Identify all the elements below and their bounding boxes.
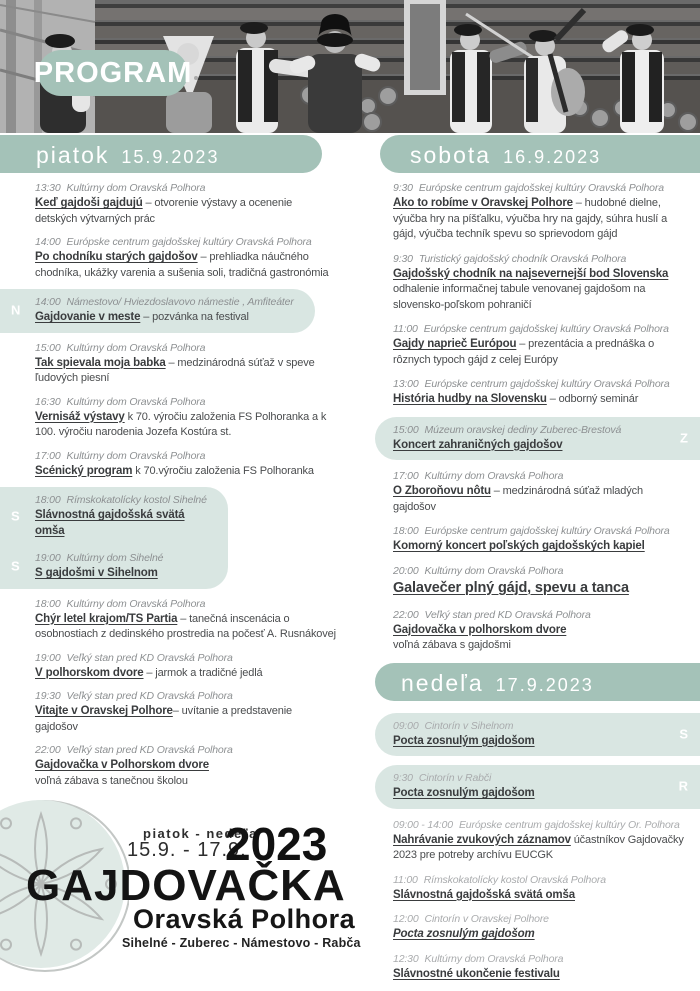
event-meta bbox=[35, 449, 336, 464]
day-header-nedela bbox=[375, 663, 700, 701]
event-title: V polhorskom dvore bbox=[35, 666, 144, 679]
event-meta bbox=[393, 423, 672, 438]
event-title: Scénický program bbox=[35, 464, 133, 477]
event-venue: Rímskokatolícky kostol Sihelné bbox=[66, 494, 207, 506]
event-body bbox=[393, 267, 688, 283]
event-venue: Kultúrny dom Oravská Polhora bbox=[424, 952, 564, 965]
event-desc: – uvítanie a predstavenie gajdošov bbox=[35, 705, 292, 733]
event-title: O Zboroňovu nôtu bbox=[393, 485, 491, 497]
event bbox=[35, 449, 336, 480]
event-body bbox=[393, 833, 688, 864]
festival-towns: Sihelné - Zuberec - Námestovo - Rabča bbox=[122, 936, 361, 950]
event-time: 18:00 bbox=[393, 525, 419, 537]
event-meta bbox=[35, 651, 336, 666]
event-body bbox=[35, 356, 336, 387]
event-time: 20:00 bbox=[393, 564, 419, 577]
sobota-event-list bbox=[393, 181, 688, 654]
day-date: 15.9.2023 bbox=[121, 147, 220, 167]
program-badge-label: PROGRAM bbox=[33, 56, 193, 89]
event-desc: – prezentácia a prednáška o rôznych typoch gájd z celej Európy bbox=[393, 338, 655, 366]
event-body bbox=[35, 758, 336, 774]
event-title: Pocta zosnulým gajdošom bbox=[393, 787, 535, 799]
event-meta bbox=[35, 743, 336, 758]
event-desc: – odborný seminár bbox=[546, 393, 639, 405]
event-time: 16:30 bbox=[35, 395, 61, 408]
event-body bbox=[35, 508, 216, 539]
event-meta bbox=[393, 952, 688, 967]
footer-year: 2023 bbox=[225, 818, 328, 870]
event-title: Gajdošský chodník na najsevernejší bod Slovenska bbox=[393, 267, 669, 280]
event-meta bbox=[35, 235, 336, 250]
event-time: 11:00 bbox=[393, 873, 418, 886]
event-desc: – medzinárodná súťaž mladých gajdošov bbox=[393, 485, 643, 513]
event bbox=[35, 689, 336, 735]
event bbox=[35, 341, 336, 387]
footer-range-label: piatok - nedeľa bbox=[143, 826, 258, 841]
event-meta bbox=[35, 493, 216, 508]
event-venue: Európske centrum gajdošskej kultúry Oravská Polhora bbox=[423, 323, 669, 335]
event-venue: Veľký stan pred KD Oravská Polhora bbox=[66, 744, 233, 756]
event-desc: – tanečná inscenácia o osobnostiach z dedinského prostredia na počesť A. Rusnákovej bbox=[35, 612, 336, 640]
event-meta bbox=[35, 597, 336, 612]
event-meta bbox=[393, 873, 688, 888]
event-time: 09:00 - 14:00 bbox=[393, 818, 453, 831]
event-meta bbox=[393, 608, 688, 623]
festival-location: Oravská Polhora bbox=[133, 904, 356, 934]
event-time: 22:00 bbox=[393, 608, 419, 621]
event bbox=[393, 719, 688, 750]
event-body bbox=[35, 566, 216, 582]
event-meta bbox=[393, 719, 672, 734]
event-meta bbox=[393, 252, 688, 267]
event bbox=[393, 873, 688, 904]
event-title: Gajdovačka v Polhorskom dvore bbox=[35, 759, 209, 771]
event-venue: Múzeum oravskej dediny Zuberec-Brestová bbox=[424, 423, 622, 436]
event-meta bbox=[393, 469, 688, 484]
event-title: Slávnostná gajdošská svätá omša bbox=[393, 888, 575, 901]
event-body bbox=[393, 734, 672, 750]
piatok-event-list bbox=[11, 181, 336, 789]
event-title: Komorný koncert poľských gajdošských kapiel bbox=[393, 540, 645, 552]
event-body bbox=[35, 250, 336, 281]
event-venue: Veľký stan pred KD Oravská Polhora bbox=[66, 690, 233, 702]
event-meta bbox=[393, 912, 688, 927]
event-venue: Kultúrny dom Oravská Polhora bbox=[424, 564, 564, 577]
event-title: Keď gajdoši gajdujú bbox=[35, 197, 143, 209]
event-desc: – medzinárodná súťaž v speve ľudových piesní bbox=[35, 356, 315, 384]
highlight-band bbox=[0, 289, 315, 333]
event-venue: Kultúrny dom Oravská Polhora bbox=[424, 470, 564, 482]
event-time: 09:00 bbox=[393, 719, 419, 732]
town-marker: R bbox=[678, 778, 688, 794]
event-venue: Kultúrny dom Sihelné bbox=[66, 552, 164, 564]
event-venue: Európske centrum gajdošskej kultúry Or. Polhora bbox=[458, 818, 680, 831]
event-title: Galavečer plný gájd, spevu a tanca bbox=[393, 579, 629, 596]
event-venue: Veľký stan pred KD Oravská Polhora bbox=[424, 608, 591, 621]
event-time: 9:30 bbox=[393, 182, 413, 194]
event-title: Chýr letel krajom/TS Partia bbox=[35, 612, 178, 625]
town-marker: Z bbox=[680, 430, 688, 445]
event-time: 19:00 bbox=[35, 552, 61, 564]
event-time: 18:00 bbox=[35, 597, 61, 610]
event-venue: Európske centrum gajdošskej kultúry Oravská Polhora bbox=[418, 182, 664, 194]
festival-title: GAJDOVAČKA bbox=[26, 861, 346, 910]
event-title: Koncert zahraničných gajdošov bbox=[393, 438, 563, 451]
event-body bbox=[35, 704, 336, 735]
event-desc: – otvorenie výstavy a ocenenie detských výtvarných prác bbox=[35, 197, 293, 225]
event-venue: Kultúrny dom Oravská Polhora bbox=[66, 182, 206, 194]
event bbox=[393, 252, 688, 314]
event bbox=[11, 493, 216, 539]
event-meta bbox=[393, 564, 688, 579]
town-marker: S bbox=[11, 508, 20, 524]
footer-range-dates: 15.9. - 17.9. bbox=[127, 839, 247, 861]
event-venue: Kultúrny dom Oravská Polhora bbox=[66, 341, 206, 354]
column-piatok bbox=[0, 181, 350, 797]
event-meta bbox=[393, 771, 672, 786]
event-time: 14:00 bbox=[35, 236, 61, 248]
event-body bbox=[35, 410, 336, 441]
event bbox=[35, 395, 336, 441]
event-desc: k 70. výročiu založenia FS Polhoranka a k 100. výročiu narodenia Jozefa Kostúra st. bbox=[35, 410, 327, 438]
event-time: 14:00 bbox=[35, 296, 61, 308]
nedela-event-list bbox=[393, 713, 688, 983]
event-meta bbox=[393, 524, 688, 539]
event-meta bbox=[393, 181, 688, 196]
event-venue: Európske centrum gajdošskej kultúry Oravská Polhora bbox=[424, 525, 670, 537]
event-body bbox=[393, 786, 672, 802]
event bbox=[393, 524, 688, 555]
event-time: 9:30 bbox=[393, 252, 413, 265]
event-desc: účastníkov Gajdovačky 2023 pre potreby archívu EUCGK bbox=[393, 833, 684, 861]
event-meta bbox=[393, 818, 688, 833]
event-meta bbox=[35, 181, 336, 196]
event-venue: Turistický gajdošský chodník Oravská Polhora bbox=[418, 252, 627, 265]
event-time: 17:00 bbox=[35, 449, 61, 462]
day-date: 17.9.2023 bbox=[495, 674, 594, 695]
event-venue: Kultúrny dom Oravská Polhora bbox=[66, 449, 206, 462]
event bbox=[35, 181, 336, 227]
event-meta bbox=[35, 395, 336, 410]
event bbox=[393, 181, 688, 243]
day-name: sobota bbox=[410, 142, 492, 168]
event-title: Po chodníku starých gajdošov bbox=[35, 251, 198, 263]
event-desc: – pozvánka na festival bbox=[140, 311, 249, 323]
event bbox=[393, 608, 688, 654]
event-venue: Kultúrny dom Oravská Polhora bbox=[66, 597, 206, 610]
event-body bbox=[393, 927, 688, 943]
highlight-band bbox=[0, 487, 228, 589]
event-body bbox=[393, 539, 688, 555]
event-venue: Cintorín v Oravskej Polhore bbox=[424, 913, 549, 925]
event-title: Slávnostná gajdošská svätá omša bbox=[35, 509, 185, 537]
event-title: Gajdy naprieč Európou bbox=[393, 338, 517, 350]
event-body bbox=[35, 666, 336, 682]
event-time: 12:00 bbox=[393, 913, 419, 925]
event bbox=[35, 743, 336, 789]
event-title: Ako to robíme v Oravskej Polhore bbox=[393, 197, 573, 209]
event-meta bbox=[393, 377, 688, 392]
column-sobota-nedela bbox=[350, 181, 700, 991]
event bbox=[393, 377, 688, 408]
event-time: 13:00 bbox=[393, 378, 419, 390]
event-body bbox=[35, 310, 303, 326]
event-venue: Európske centrum gajdošskej kultúry Oravská Polhora bbox=[66, 236, 312, 248]
event bbox=[11, 295, 303, 326]
event-venue: Námestovo/ Hviezdoslavovo námestie , Amfiteáter bbox=[66, 296, 294, 308]
event-time: 22:00 bbox=[35, 744, 61, 756]
event-title: Vitajte v Oravskej Polhore bbox=[35, 705, 173, 717]
event-venue: Cintorín v Sihelnom bbox=[424, 719, 514, 732]
event-time: 19:30 bbox=[35, 690, 61, 702]
event-title: Pocta zosnulým gajdošom bbox=[393, 734, 535, 747]
event bbox=[11, 551, 216, 582]
event-title: Gajdovačka v polhorskom dvore bbox=[393, 623, 567, 636]
event-title: S gajdošmi v Sihelnom bbox=[35, 567, 158, 579]
event-body bbox=[35, 612, 336, 643]
event bbox=[35, 235, 336, 281]
event bbox=[393, 322, 688, 368]
event-venue: Európske centrum gajdošskej kultúry Oravská Polhora bbox=[424, 378, 670, 390]
event-venue: Cintorín v Rabči bbox=[418, 772, 492, 784]
event-meta bbox=[393, 322, 688, 337]
day-name: piatok bbox=[36, 142, 110, 168]
event-body bbox=[35, 196, 336, 227]
day-header-sobota bbox=[380, 135, 700, 173]
highlight-band bbox=[375, 417, 700, 461]
event bbox=[35, 651, 336, 682]
event-time: 9:30 bbox=[393, 772, 413, 784]
event bbox=[393, 818, 688, 864]
day-header-piatok bbox=[0, 135, 322, 173]
event-title: Tak spievala moja babka bbox=[35, 356, 166, 369]
event-time: 11:00 bbox=[393, 323, 418, 335]
event bbox=[35, 597, 336, 643]
highlight-band bbox=[375, 765, 700, 809]
event-body bbox=[393, 392, 688, 408]
event-title: Slávnostné ukončenie festivalu bbox=[393, 967, 560, 980]
event-body bbox=[393, 484, 688, 515]
event-meta bbox=[35, 689, 336, 704]
program-badge bbox=[33, 50, 193, 96]
event-desc: – hudobné dielne, výučba hry na píšťalku, výučba hry na gajdy, súhra huslí a gájd, výučba techník spevu so sprievodom gájd bbox=[393, 197, 668, 240]
day-date: 16.9.2023 bbox=[503, 147, 602, 167]
event-venue: Veľký stan pred KD Oravská Polhora bbox=[66, 651, 233, 664]
event-extra: odhalenie informačnej tabule venovanej gajdošom na slovensko-poľskom pohraničí bbox=[393, 283, 646, 311]
event-body bbox=[393, 967, 688, 983]
event bbox=[393, 423, 688, 454]
day-name: nedeľa bbox=[401, 669, 484, 696]
event-time: 15:00 bbox=[393, 423, 419, 436]
event-meta bbox=[35, 551, 216, 566]
event bbox=[393, 469, 688, 515]
event-body bbox=[393, 623, 688, 639]
event-meta bbox=[35, 295, 303, 310]
event-time: 18:00 bbox=[35, 494, 61, 506]
event bbox=[393, 771, 688, 802]
event-desc: – jarmok a tradičné jedlá bbox=[143, 666, 263, 679]
event bbox=[393, 952, 688, 983]
event-time: 12:30 bbox=[393, 952, 419, 965]
event-extra: voľná zábava s gajdošmi bbox=[393, 639, 511, 651]
event-body bbox=[393, 888, 688, 904]
window-graphic bbox=[404, 0, 446, 95]
event-title: Vernisáž výstavy bbox=[35, 410, 125, 423]
event-desc: – prehliadka náučného chodníka, ukážky varenia a sušenia soli, tradičná gastronómia bbox=[35, 251, 329, 279]
event-title: Nahrávanie zvukových záznamov bbox=[393, 833, 571, 846]
event-meta bbox=[35, 341, 336, 356]
event-body bbox=[35, 464, 336, 480]
event bbox=[393, 912, 688, 943]
town-marker: S bbox=[679, 726, 688, 741]
event-time: 19:00 bbox=[35, 651, 61, 664]
event-desc: k 70.výročiu založenia FS Polhoranka bbox=[132, 464, 314, 477]
event-body bbox=[393, 579, 688, 599]
event-title: História hudby na Slovensku bbox=[393, 393, 547, 405]
event-body bbox=[393, 196, 688, 243]
event-time: 13:30 bbox=[35, 182, 61, 194]
highlight-band bbox=[375, 713, 700, 757]
event-venue: Kultúrny dom Oravská Polhora bbox=[66, 395, 206, 408]
event-extra: voľná zábava s tanečnou školou bbox=[35, 774, 188, 787]
event bbox=[393, 564, 688, 599]
event-venue: Rímskokatolícky kostol Oravská Polhora bbox=[423, 873, 606, 886]
town-marker: S bbox=[11, 558, 20, 574]
event-title: Pocta zosnulým gajdošom bbox=[393, 928, 535, 940]
event-time: 15:00 bbox=[35, 341, 61, 354]
town-marker: N bbox=[11, 302, 21, 318]
event-title: Gajdovanie v meste bbox=[35, 311, 141, 323]
event-time: 17:00 bbox=[393, 470, 419, 482]
event-body bbox=[393, 337, 688, 368]
event-body bbox=[393, 438, 672, 454]
